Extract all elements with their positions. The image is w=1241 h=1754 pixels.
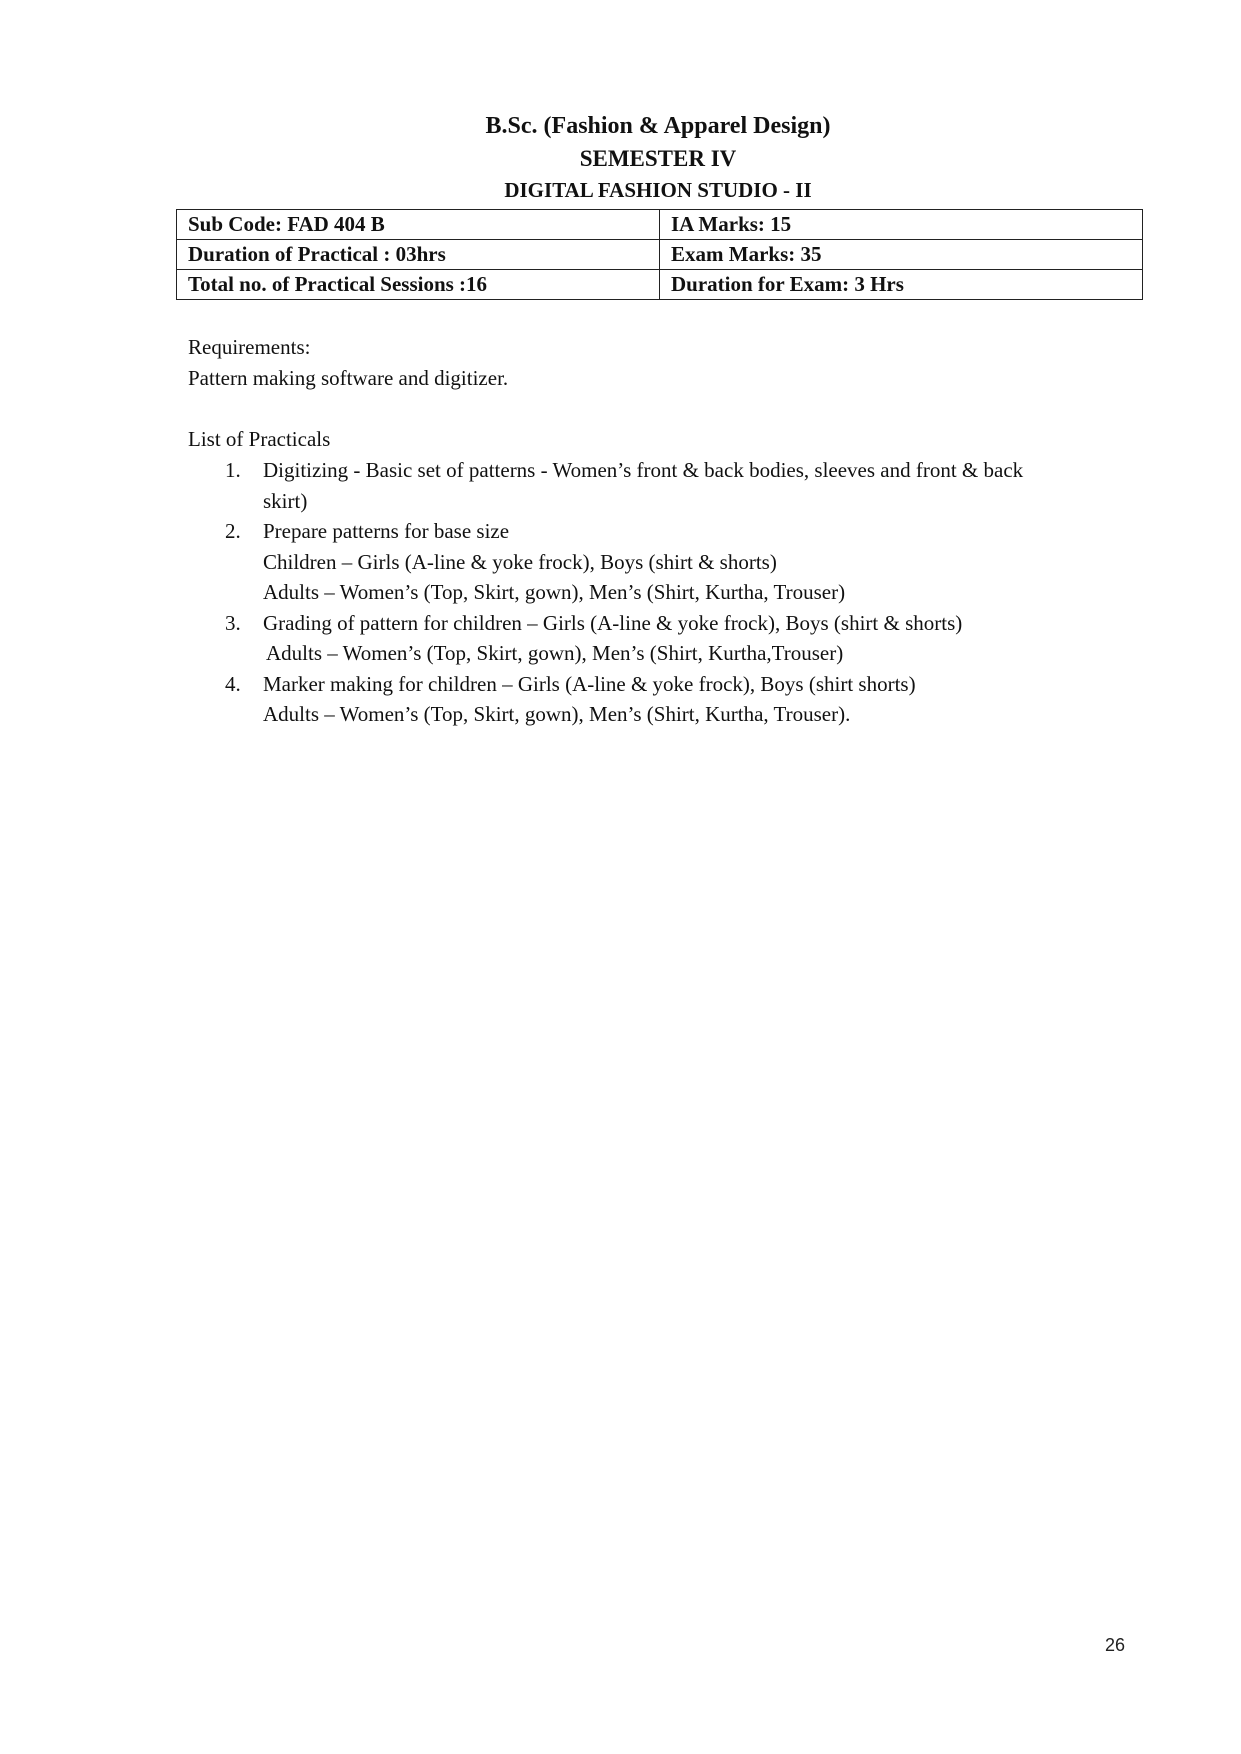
list-item-number: 3.: [225, 610, 241, 635]
table-row: [177, 240, 1143, 270]
list-item-number: 4.: [225, 671, 241, 696]
list-item-line: Digitizing - Basic set of patterns - Women’s front & back bodies, sleeves and front & back: [263, 458, 1024, 482]
course-info-table: [176, 209, 1143, 300]
page-number: 26: [1105, 1635, 1126, 1655]
practicals-list: [222, 455, 1122, 730]
list-item: [222, 455, 1122, 516]
list-item: [222, 608, 1122, 669]
list-item-line: Prepare patterns for base size: [263, 519, 510, 543]
table-row: [177, 210, 1143, 240]
list-item-line: Grading of pattern for children – Girls (A-line & yoke frock), Boys (shirt & shorts): [263, 610, 963, 635]
requirements-section: [188, 332, 508, 393]
practicals-label: List of Practicals: [188, 427, 331, 451]
requirements-text: Pattern making software and digitizer.: [188, 365, 509, 390]
requirements-label: Requirements:: [188, 335, 311, 359]
semester-title: SEMESTER IV: [579, 146, 737, 171]
list-item-line: Marker making for children – Girls (A-line & yoke frock), Boys (shirt shorts): [263, 671, 916, 696]
course-title: DIGITAL FASHION STUDIO - II: [504, 178, 812, 202]
table-row: [177, 270, 1143, 300]
list-item-line: Adults – Women’s (Top, Skirt, gown), Men’s (Shirt, Kurtha, Trouser).: [263, 702, 851, 726]
list-item-line: Children – Girls (A-line & yoke frock), Boys (shirt & shorts): [263, 549, 777, 574]
exam-marks-cell: Exam Marks: 35: [660, 240, 1143, 270]
ia-marks-cell: IA Marks: 15: [660, 210, 1143, 240]
practical-duration-cell: Duration of Practical : 03hrs: [177, 240, 660, 270]
program-title: B.Sc. (Fashion & Apparel Design): [485, 113, 831, 139]
practical-sessions-cell: Total no. of Practical Sessions :16: [177, 270, 660, 300]
list-item: [222, 516, 1122, 608]
exam-duration-cell: Duration for Exam: 3 Hrs: [660, 270, 1143, 300]
list-item-number: 2.: [225, 519, 241, 543]
list-item-line: skirt): [263, 488, 308, 513]
sub-code-cell: Sub Code: FAD 404 B: [177, 210, 660, 240]
list-item-line: Adults – Women’s (Top, Skirt, gown), Men’s (Shirt, Kurtha,Trouser): [266, 641, 844, 665]
list-item-line: Adults – Women’s (Top, Skirt, gown), Men’s (Shirt, Kurtha, Trouser): [263, 580, 846, 604]
list-item-number: 1.: [225, 458, 241, 482]
list-item: [222, 669, 1122, 730]
